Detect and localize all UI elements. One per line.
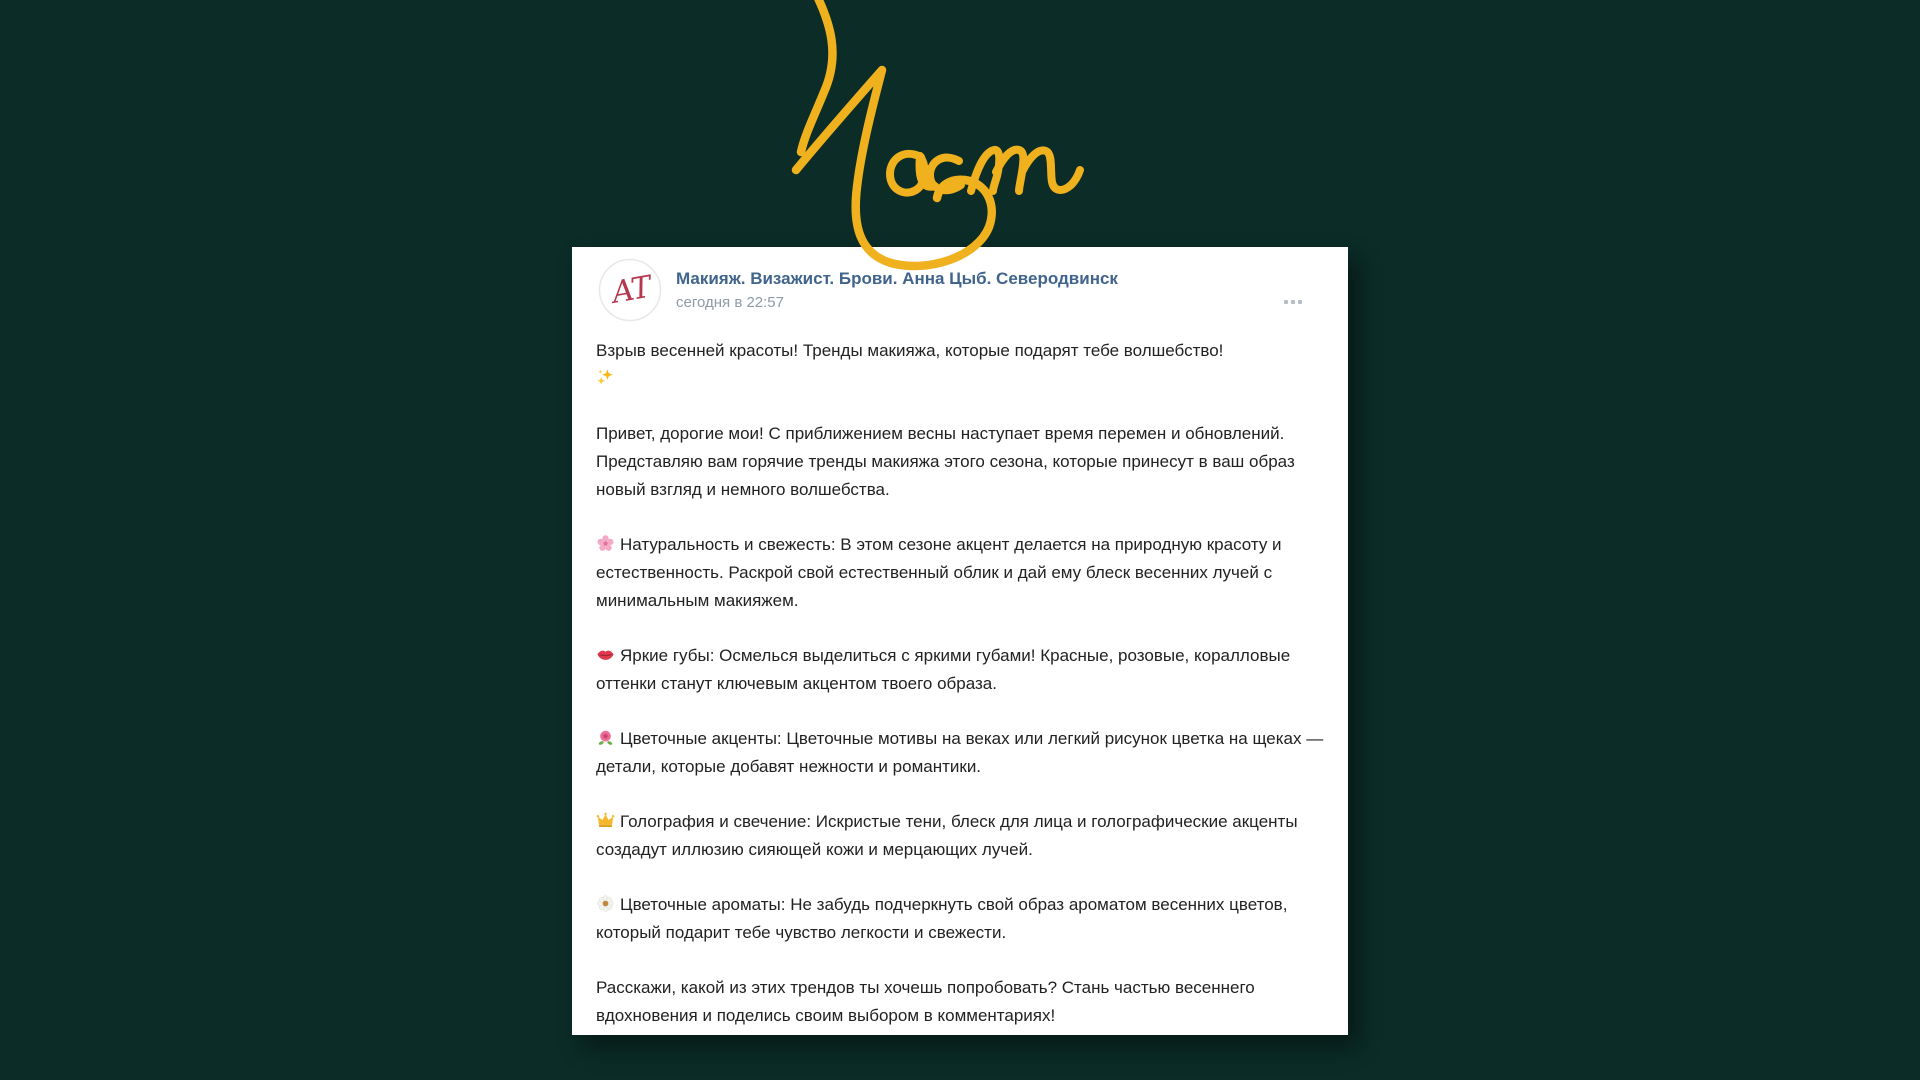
avatar-monogram: АТ xyxy=(608,270,652,311)
crown-icon xyxy=(596,811,615,830)
paragraph-text: Взрыв весенней красоты! Тренды макияжа, которые подарят тебе волшебство! xyxy=(596,341,1224,360)
post-text xyxy=(596,337,1328,1030)
ellipsis-menu-icon xyxy=(1298,300,1302,304)
rose-icon xyxy=(596,728,615,747)
ellipsis-menu-icon xyxy=(1284,300,1288,304)
post-header-text xyxy=(676,258,1118,322)
post-paragraph xyxy=(596,337,1328,393)
script-stroke xyxy=(796,70,992,266)
ellipsis-menu-icon xyxy=(1291,300,1295,304)
daisy-icon xyxy=(596,894,615,913)
post-paragraph xyxy=(596,642,1328,698)
script-stroke xyxy=(890,154,935,193)
post-paragraph xyxy=(596,531,1328,615)
post-paragraph xyxy=(596,974,1328,1030)
script-stroke xyxy=(801,0,833,152)
lips-icon xyxy=(596,645,615,664)
avatar[interactable] xyxy=(598,258,662,322)
script-stroke xyxy=(930,158,961,191)
group-name-link[interactable]: Макияж. Визажист. Брови. Анна Цыб. Северодвинск xyxy=(676,269,1118,288)
paragraph-text: Голография и свечение: Искристые тени, блеск для лица и голографические акценты создадут иллюзию сияющей кожи и мерцающих лучей. xyxy=(596,812,1298,859)
post-header xyxy=(598,258,1328,322)
post-paragraph xyxy=(596,725,1328,781)
script-stroke xyxy=(971,150,1080,191)
paragraph-text: Цветочные акценты: Цветочные мотивы на веках или легкий рисунок цветка на щеках — детали, которые добавят нежности и романтики. xyxy=(596,729,1324,776)
post-paragraph xyxy=(596,420,1328,504)
paragraph-text: Натуральность и свежесть: В этом сезоне акцент делается на природную красоту и естественность. Раскрой свой естественный облик и дай ему блеск весенних лучей с минимальным макияжем. xyxy=(596,535,1282,610)
paragraph-text: Привет, дорогие мои! С приближением весны наступает время перемен и обновлений. Представляю вам горячие тренды макияжа этого сезона, которые принесут в ваш образ новый взгляд и немного волшебства. xyxy=(596,424,1295,499)
paragraph-text: Расскажи, какой из этих трендов ты хочешь попробовать? Стань частью весеннего вдохновения и поделись своим выбором в комментариях! xyxy=(596,978,1255,1025)
sparkles-icon xyxy=(596,368,615,387)
paragraph-text: Яркие губы: Осмелься выделиться с яркими губами! Красные, розовые, коралловые оттенки станут ключевым акцентом твоего образа. xyxy=(596,646,1291,693)
vk-post-card xyxy=(572,247,1348,1035)
post-paragraph xyxy=(596,891,1328,947)
paragraph-text: Цветочные ароматы: Не забудь подчеркнуть свой образ ароматом весенних цветов, который подарит тебе чувство легкости и свежести. xyxy=(596,895,1288,942)
post-paragraph xyxy=(596,808,1328,864)
post-timestamp[interactable]: сегодня в 22:57 xyxy=(676,294,784,311)
post-options-button[interactable] xyxy=(1280,296,1306,308)
cherry-blossom-icon xyxy=(596,534,615,553)
